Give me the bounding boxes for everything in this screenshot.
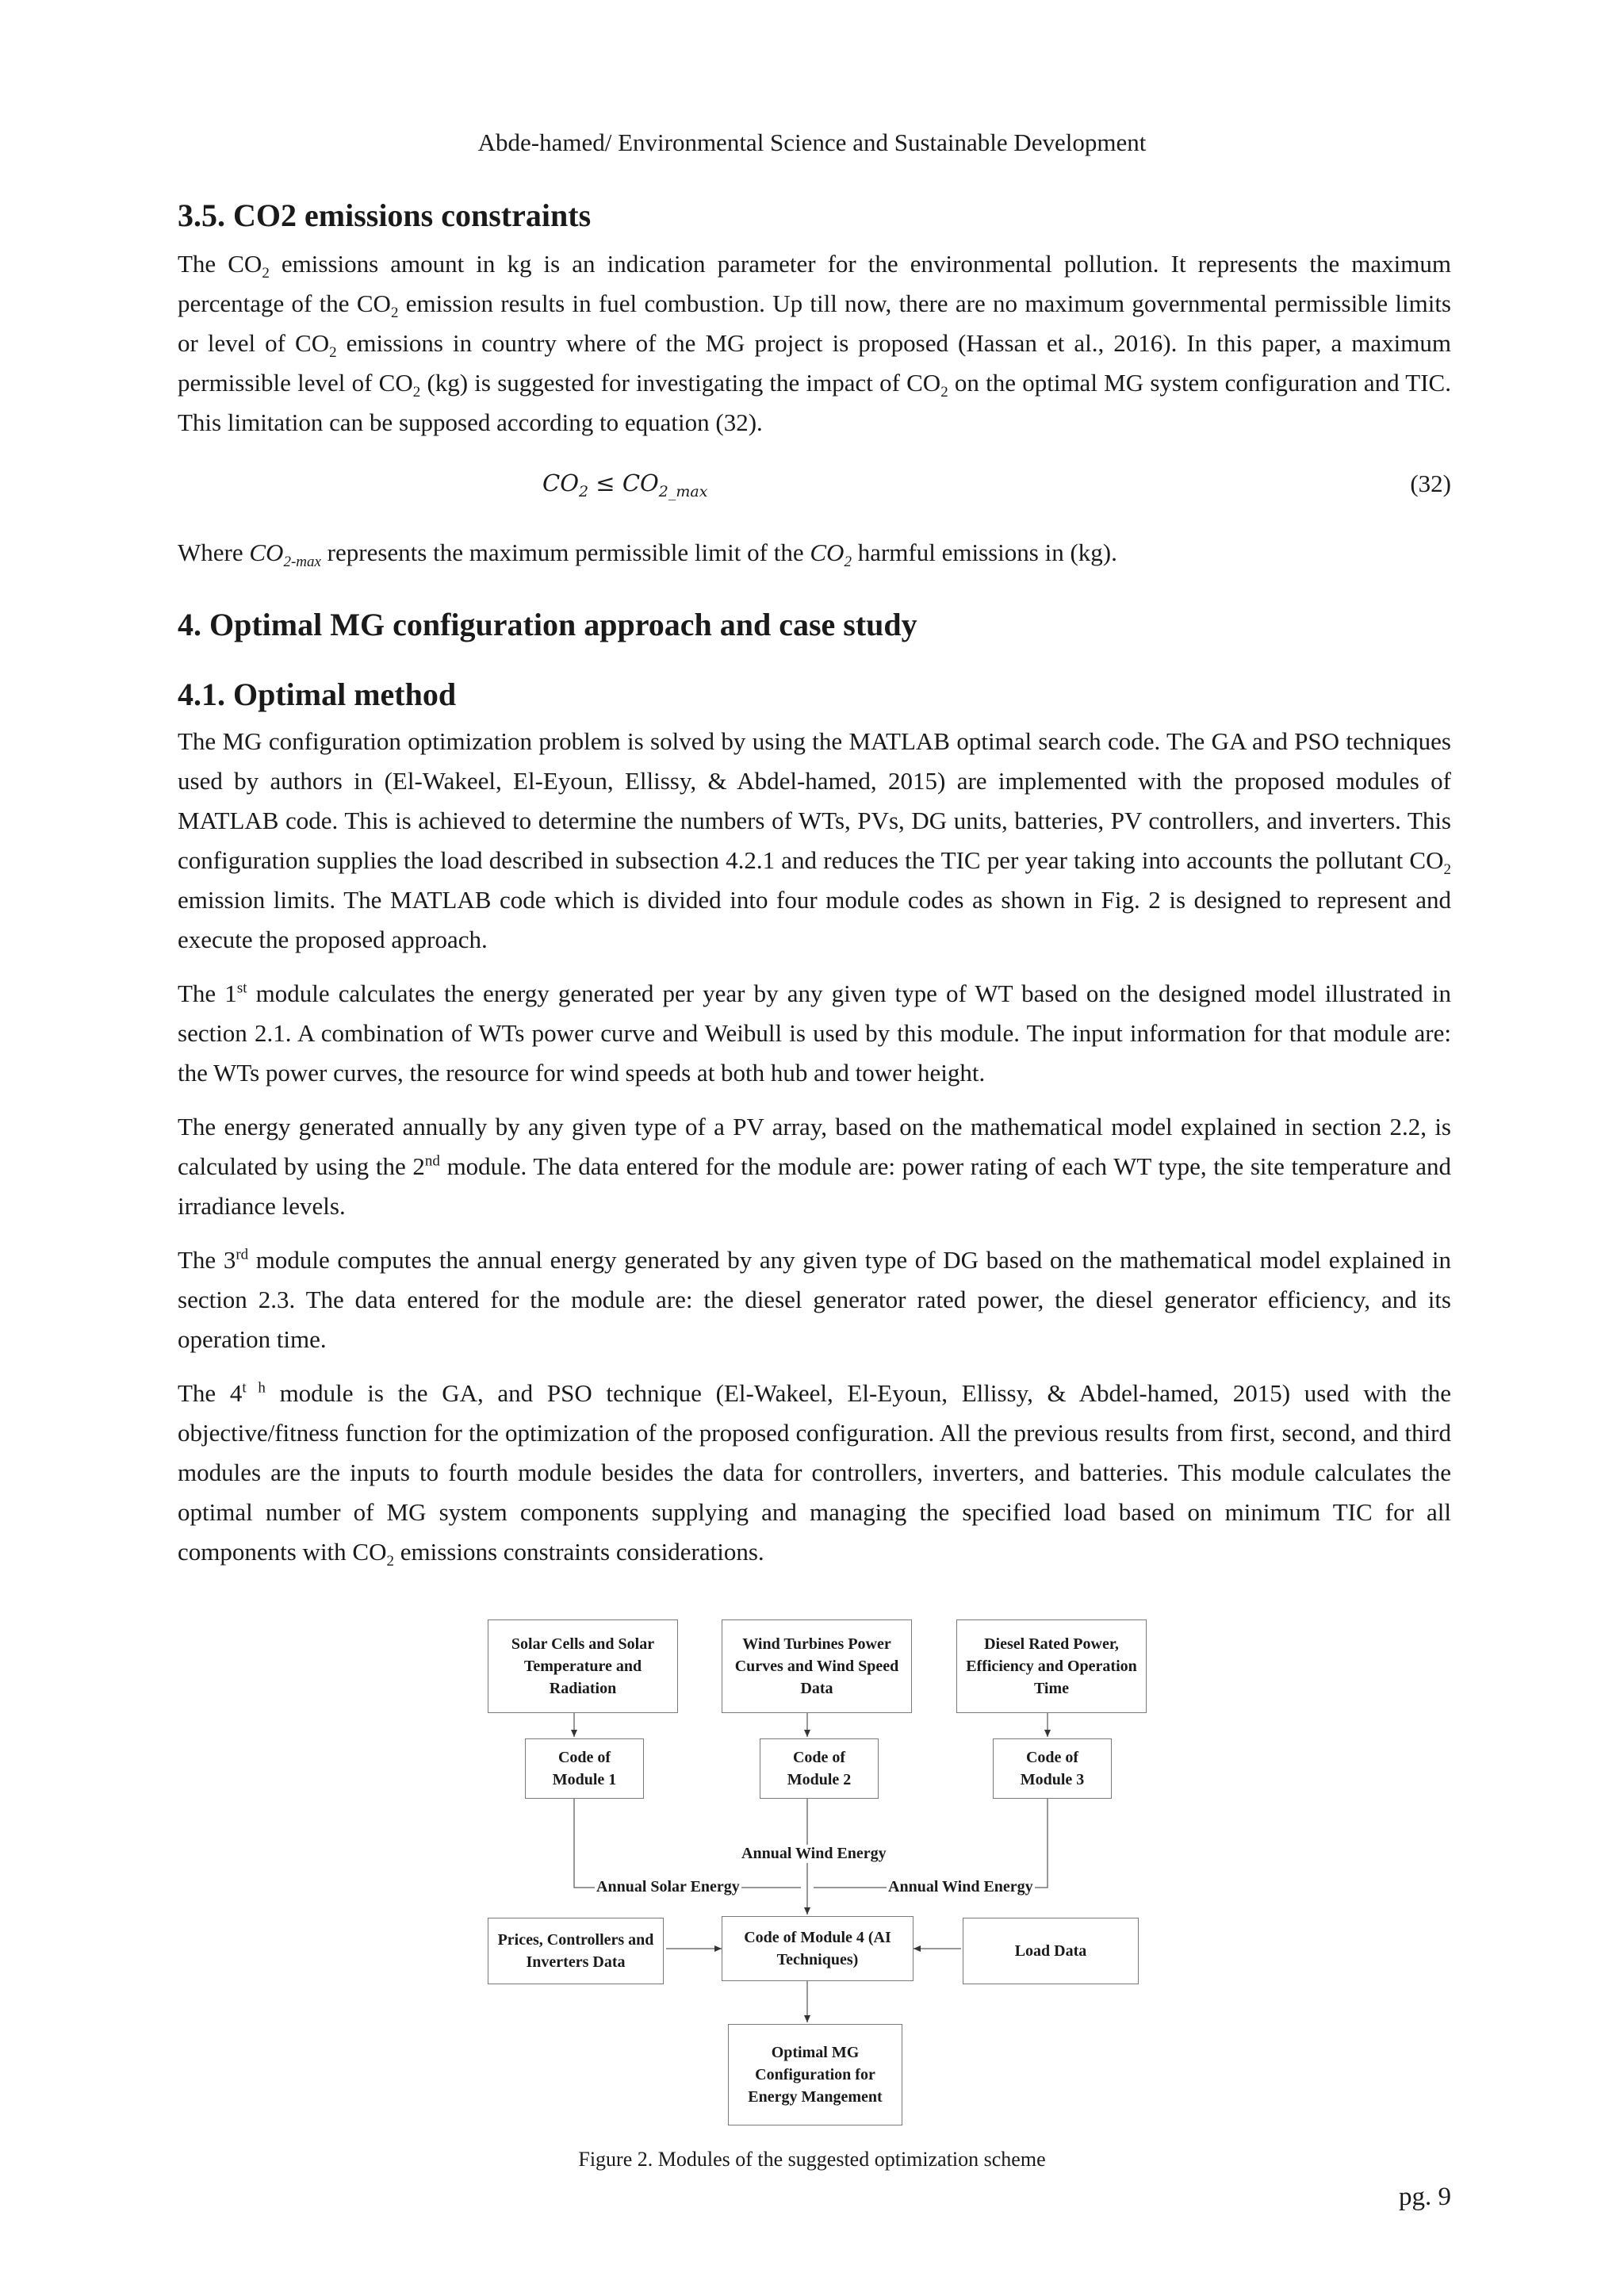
annual-wind-energy-label-center: Annual Wind Energy [741, 1845, 887, 1862]
section-4-1-paragraph-2: The 1st module calculates the energy generated per year by any given type of WT based on the designed model illustrated in section 2.1. A combination of WTs power curve and Weibull is used by this module. The input information for that module are: the WTs power curves, the resource for wind speeds at both hub and tower height. [178, 979, 1451, 1087]
page-content [178, 190, 1451, 1572]
section-4-1-title: 4.1. Optimal method [178, 677, 457, 712]
section-4-1-paragraph-1: The MG configuration optimization problem is solved by using the MATLAB optimal search code. The GA and PSO techniques used by authors in (El-Wakeel, El-Eyoun, Ellissy, & Abdel-hamed, 2015) are implemented with the proposed modules of MATLAB code. This is achieved to determine the numbers of WTs, PVs, DG units, batteries, PV controllers, and inverters. This configuration supplies the load described in subsection 4.2.1 and reduces the TIC per year taking into accounts the pollutant $CO_2$ emission limits. The MATLAB code which is divided into four module codes as shown in Fig. 2 is designed to represent and execute the proposed approach. [178, 727, 1451, 953]
section-3-5-title: 3.5. CO2 emissions constraints [178, 197, 592, 233]
wind-input-box: Wind Turbines Power Curves and Wind Speed Data [722, 1619, 912, 1713]
equation-where-text: Where $CO_{2-max}$ represents the maximum permissible limit of the $CO_2$ harmful emissions in (kg). [178, 539, 1117, 571]
module-2-box: Code of Module 2 [760, 1738, 879, 1799]
diesel-input-box: Diesel Rated Power, Efficiency and Operation Time [956, 1619, 1147, 1713]
figure-2-diagram [476, 1618, 1150, 2141]
equation-number: (32) [1410, 470, 1451, 497]
load-data-box: Load Data [963, 1918, 1139, 1984]
annual-wind-energy-label-right: Annual Wind Energy [888, 1878, 1033, 1895]
running-head: Abde-hamed/ Environmental Science and Sustainable Development [477, 128, 1147, 156]
equation-32 [178, 462, 1451, 509]
module-4-box: Code of Module 4 (AI Techniques) [722, 1916, 914, 1981]
section-4-title: 4. Optimal MG configuration approach and case study [178, 607, 917, 642]
page-number: pg. 9 [1399, 2183, 1451, 2211]
section-4-1-paragraph-5: The $4^{t h}$ module is the GA, and PSO technique (El-Wakeel, El-Eyoun, Ellissy, & Abdel-hamed, 2015) used with the objective/fitness function for the optimization of the proposed configuration. All the previous results from first, second, and third modules are the inputs to fourth module besides the data for controllers, inverters, and batteries. This module calculates the optimal number of MG system components supplying and managing the specified load based on minimum TIC for all components with $CO_2$ emissions constraints considerations. [178, 1379, 1451, 1570]
figure-2-caption: Figure 2. Modules of the suggested optimization scheme [578, 2148, 1046, 2171]
section-3-5-paragraph: The $CO_2$ emissions amount in kg is an indication parameter for the environmental pollution. It represents the maximum percentage of the $CO_2$ emission results in fuel combustion. Up till now, there are no maximum governmental permissible limits or level of $CO_2$ emissions in country where of the MG project is proposed (Hassan et al., 2016). In this paper, a maximum permissible level of $CO_2$ (kg) is suggested for investigating the impact of $CO_2$ on the optimal MG system configuration and TIC. This limitation can be supposed according to equation (32). [178, 250, 1451, 436]
module-1-box: Code of Module 1 [525, 1738, 644, 1799]
section-4-1-paragraph-3: The energy generated annually by any given type of a PV array, based on the mathematical model explained in section 2.2, is calculated by using the 2nd module. The data entered for the module are: power rating of each WT type, the site temperature and irradiance levels. [178, 1113, 1451, 1220]
module-3-box: Code of Module 3 [993, 1738, 1112, 1799]
solar-input-box: Solar Cells and Solar Temperature and Radiation [488, 1619, 678, 1713]
optimal-mg-output-box: Optimal MG Configuration for Energy Mangement [728, 2024, 902, 2125]
equation-expression: $CO_2 \le CO_{2\_max}$ [542, 470, 708, 500]
section-4-1-paragraph-4: The 3rd module computes the annual energy generated by any given type of DG based on the mathematical model explained in section 2.3. The data entered for the module are: the diesel generator rated power, the diesel generator efficiency, and its operation time. [178, 1246, 1451, 1353]
prices-controllers-inverters-box: Prices, Controllers and Inverters Data [488, 1918, 664, 1984]
annual-solar-energy-label: Annual Solar Energy [596, 1878, 740, 1895]
